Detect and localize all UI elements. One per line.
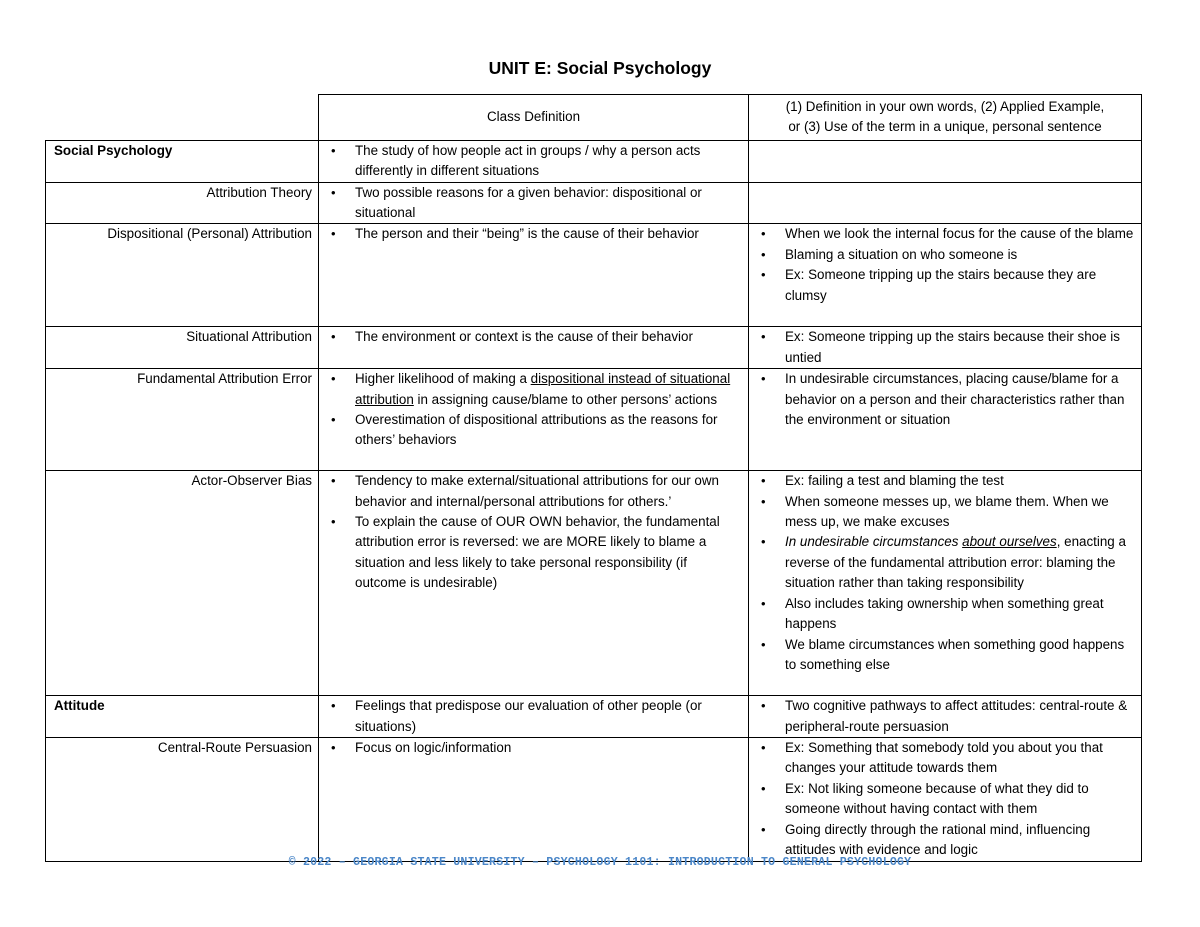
definition-bullet: • Feelings that predispose our evaluation of other people (or situations)	[327, 696, 742, 737]
own-words-cell	[749, 182, 1142, 224]
definition-bullet: • Tendency to make external/situational attributions for our own behavior and internal/personal attributions for others.’	[327, 471, 742, 512]
table-row	[46, 182, 1142, 224]
underlined-text: dispositional instead of situational attribution	[355, 371, 731, 407]
own-words-cell	[749, 471, 1142, 696]
term-cell: Situational Attribution	[46, 327, 319, 369]
header-own-words	[749, 95, 1142, 141]
term-cell: Attitude	[46, 696, 319, 738]
table-row	[46, 224, 1142, 327]
own-words-bullet: • Also includes taking ownership when something great happens	[757, 594, 1135, 635]
header-term-cell	[46, 95, 319, 141]
term-cell: Social Psychology	[46, 140, 319, 182]
definition-bullet: • The environment or context is the cause of their behavior	[327, 327, 742, 347]
terms-table	[45, 94, 1142, 862]
definition-cell	[319, 140, 749, 182]
term-cell: Actor-Observer Bias	[46, 471, 319, 696]
own-words-bullet: • Ex: Not liking someone because of what they did to someone without having contact with them	[757, 779, 1135, 820]
italic-text: In undesirable circumstances	[785, 534, 963, 550]
bullet-text: Higher likelihood of making a	[355, 371, 531, 387]
term-cell: Dispositional (Personal) Attribution	[46, 224, 319, 327]
definition-bullet: • The study of how people act in groups / why a person acts differently in different situations	[327, 141, 742, 182]
own-words-bullet: • Two cognitive pathways to affect attitudes: central-route & peripheral-route persuasion	[757, 696, 1135, 737]
definition-bullet: • Two possible reasons for a given behavior: dispositional or situational	[327, 183, 742, 224]
definition-cell	[319, 696, 749, 738]
bullet-text: in assigning cause/blame to other persons’ actions	[413, 391, 718, 407]
table-row	[46, 696, 1142, 738]
own-words-cell	[749, 696, 1142, 738]
definition-bullet	[327, 369, 742, 410]
page-title: UNIT E: Social Psychology	[488, 58, 712, 78]
italic-underlined-text: about ourselves	[962, 534, 1057, 550]
term-cell: Fundamental Attribution Error	[46, 369, 319, 471]
own-words-bullet: • Ex: Someone tripping up the stairs because their shoe is untied	[757, 327, 1135, 368]
own-words-bullet: • When someone messes up, we blame them. When we mess up, we make excuses	[757, 492, 1135, 533]
own-words-bullet: • Going directly through the rational mind, influencing attitudes with evidence and logic	[757, 820, 1135, 861]
own-words-cell	[749, 369, 1142, 471]
table-row	[46, 738, 1142, 861]
definition-cell	[319, 182, 749, 224]
own-words-cell	[749, 224, 1142, 327]
table-row	[46, 369, 1142, 471]
own-words-cell	[749, 738, 1142, 861]
table-row	[46, 327, 1142, 369]
own-words-bullet: • We blame circumstances when something good happens to something else	[757, 635, 1135, 676]
table-header-row	[46, 95, 1142, 141]
definition-bullet: • The person and their “being” is the cause of their behavior	[327, 224, 742, 244]
definition-cell	[319, 224, 749, 327]
header-own-words-line1: (1) Definition in your own words, (2) Applied Example,	[785, 99, 1105, 114]
own-words-cell	[749, 327, 1142, 369]
header-own-words-line2: or (3) Use of the term in a unique, personal sentence	[788, 119, 1102, 135]
term-cell: Attribution Theory	[46, 182, 319, 224]
own-words-bullet: • Ex: failing a test and blaming the test	[757, 471, 1135, 491]
definition-cell	[319, 327, 749, 369]
own-words-bullet: • In undesirable circumstances, placing cause/blame for a behavior on a person and their characteristics rather than the environment or situation	[757, 369, 1135, 430]
definition-bullet: • Focus on logic/information	[327, 738, 742, 758]
definition-cell	[319, 738, 749, 861]
bullet-text: , enacting a reverse of the fundamental attribution error: blaming the situation rather than taking responsibility	[785, 534, 1126, 591]
own-words-bullet: • When we look the internal focus for the cause of the blame	[757, 224, 1135, 244]
page-footer: © 2022 – GEORGIA STATE UNIVERSITY – PSYCHOLOGY 1101: INTRODUCTION TO GENERAL PSYCHOLOGY	[288, 856, 912, 869]
definition-bullet: • To explain the cause of OUR OWN behavior, the fundamental attribution error is reversed: we are MORE likely to blame a situation and less likely to take personal responsibility (if outcome is undesirable)	[327, 512, 742, 594]
own-words-bullet: • Ex: Something that somebody told you about you that changes your attitude towards them	[757, 738, 1135, 779]
own-words-bullet: • Ex: Someone tripping up the stairs because they are clumsy	[757, 265, 1135, 306]
definition-bullet: • Overestimation of dispositional attributions as the reasons for others’ behaviors	[327, 410, 742, 451]
definition-cell	[319, 471, 749, 696]
own-words-bullet	[757, 532, 1135, 593]
table-row	[46, 140, 1142, 182]
own-words-cell	[749, 140, 1142, 182]
definition-cell	[319, 369, 749, 471]
own-words-bullet: • Blaming a situation on who someone is	[757, 245, 1135, 265]
header-class-definition: Class Definition	[319, 95, 749, 141]
term-cell: Central-Route Persuasion	[46, 738, 319, 861]
table-row	[46, 471, 1142, 696]
